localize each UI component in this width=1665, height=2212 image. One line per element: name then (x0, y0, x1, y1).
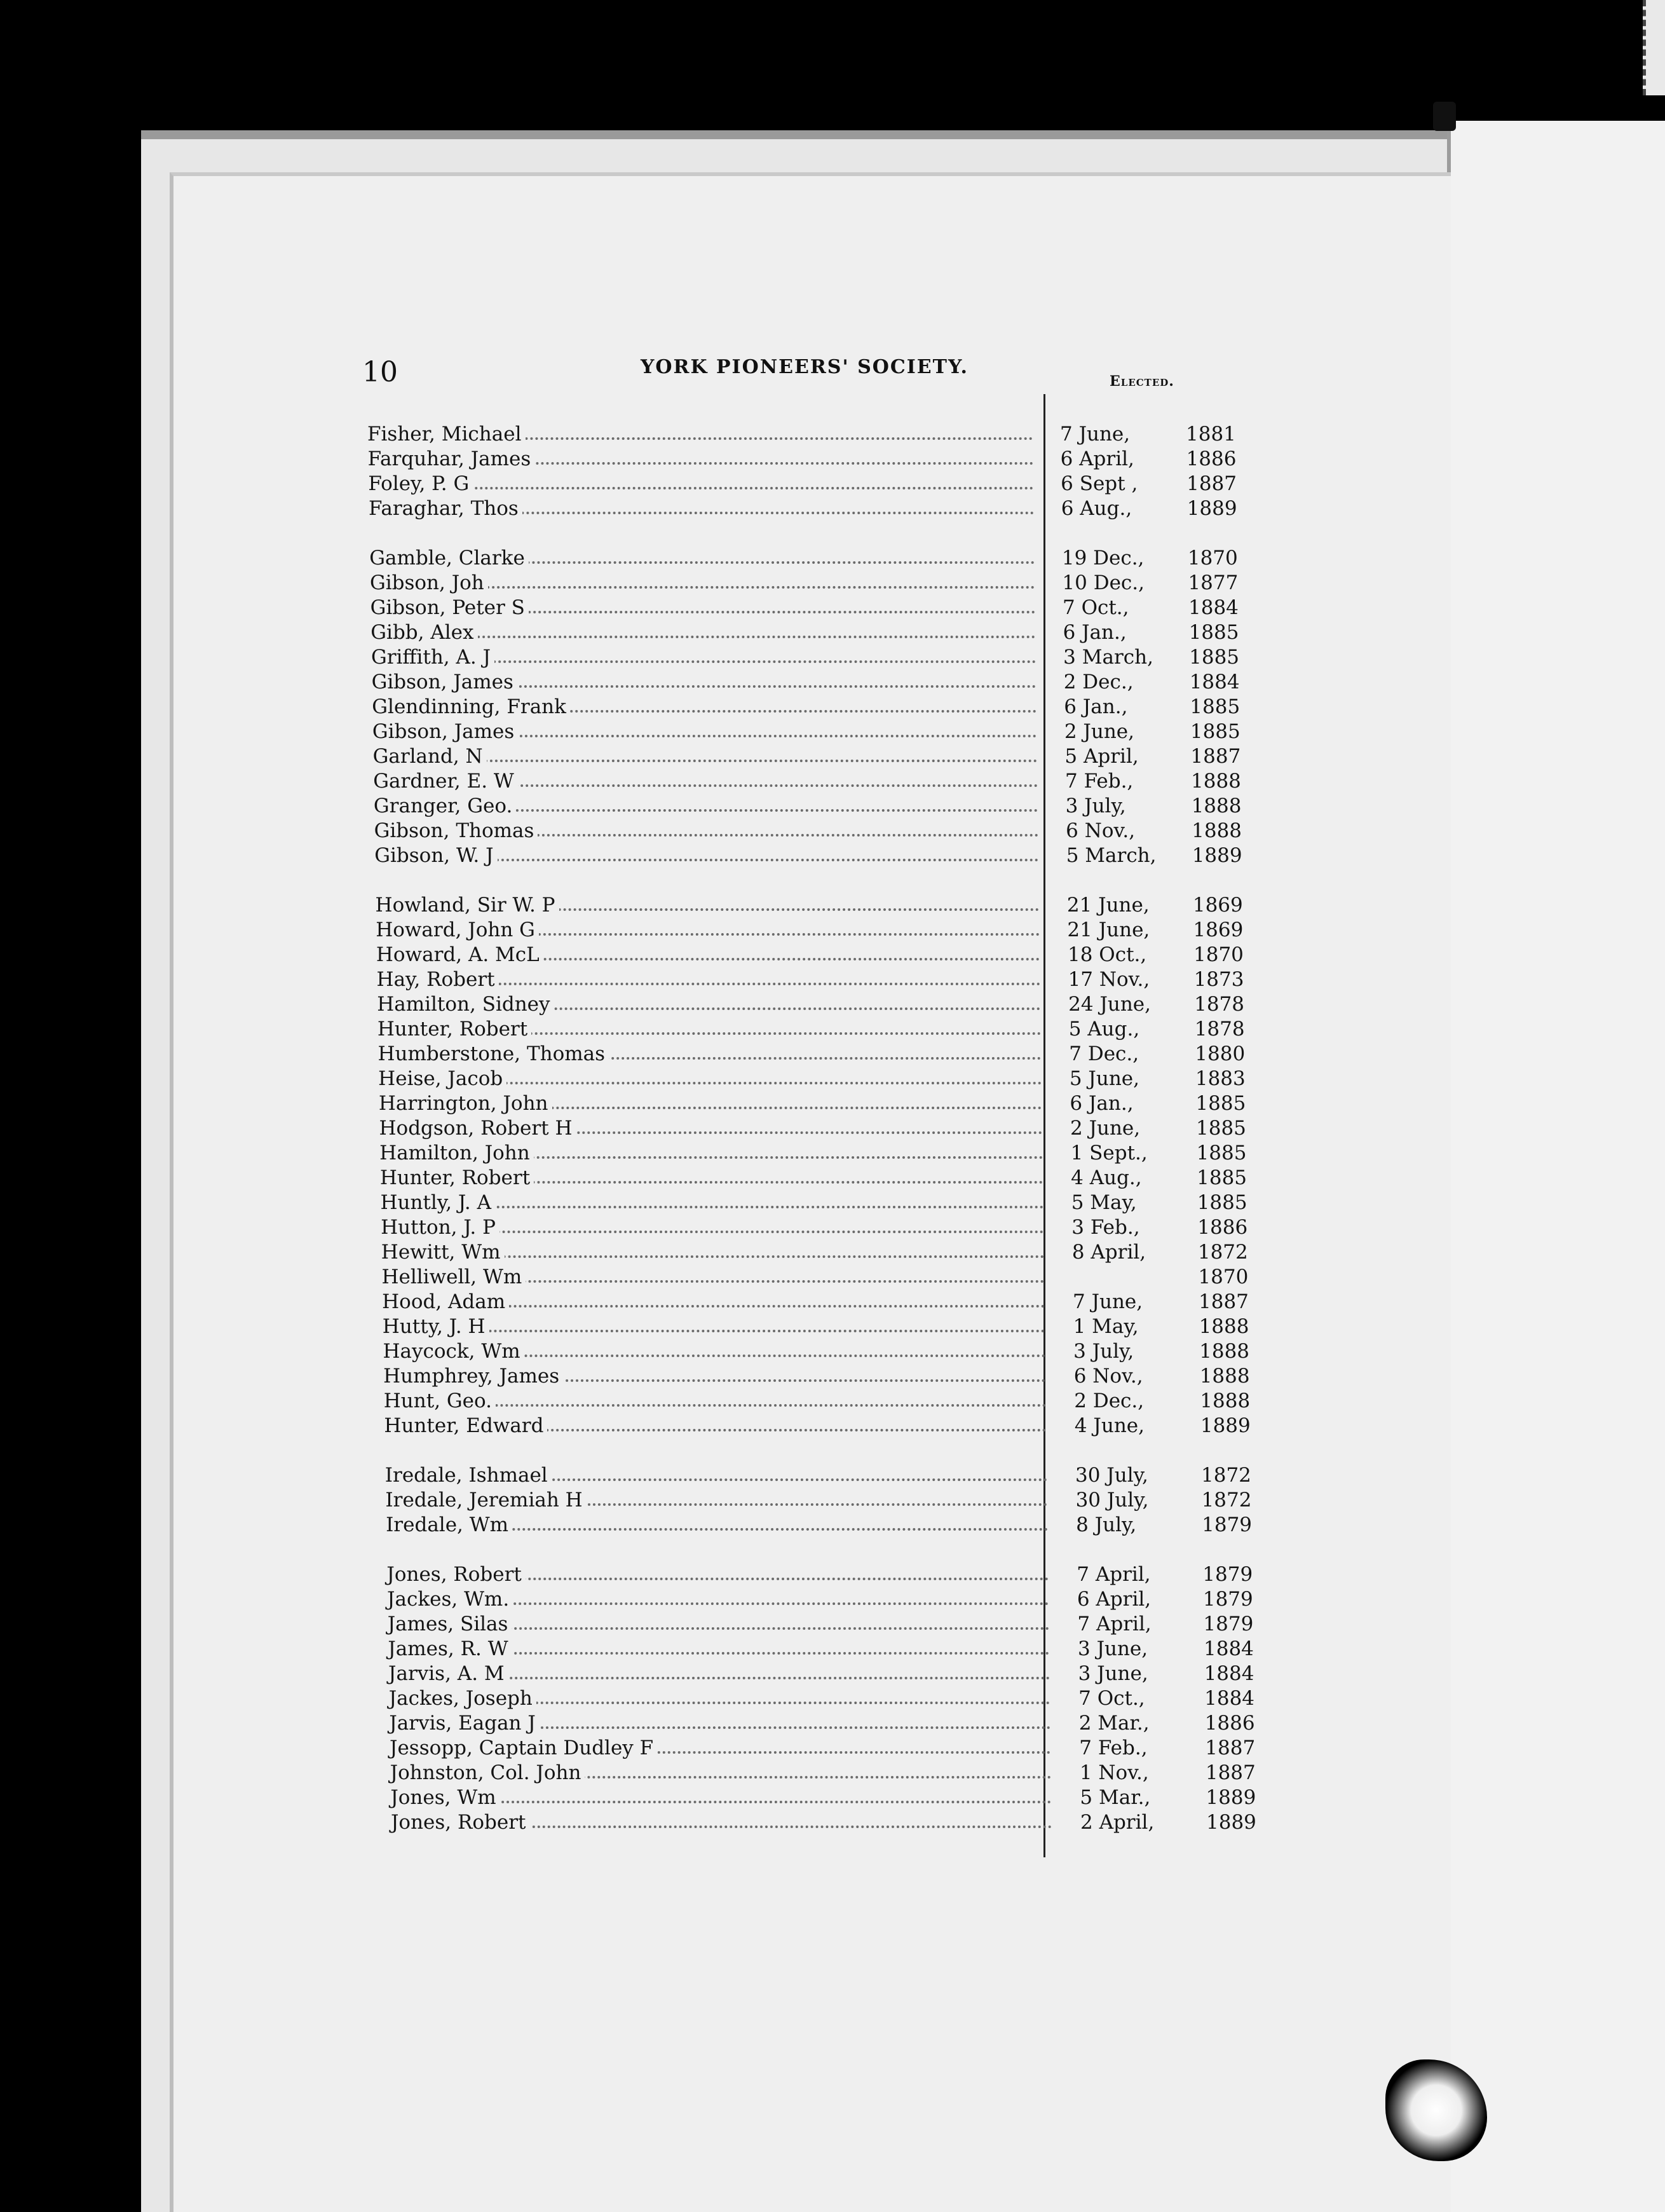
member-name: Farquhar, James (368, 447, 535, 470)
election-date (1073, 1340, 1264, 1363)
election-year: 1885 (1196, 1117, 1246, 1140)
member-entry (377, 968, 1040, 991)
member-entry (389, 1687, 1050, 1710)
election-date (1069, 1042, 1260, 1065)
election-date (1077, 1588, 1268, 1611)
member-name: Jessopp, Captain Dudley F (390, 1737, 657, 1759)
election-year: 1869 (1193, 918, 1244, 941)
election-day-month: 3 June, (1078, 1662, 1148, 1685)
election-date (1060, 423, 1251, 446)
member-entry (369, 547, 1034, 570)
election-day-month: 21 June, (1067, 918, 1150, 941)
election-year: 1881 (1186, 423, 1236, 446)
member-name: Howland, Sir W. P (376, 894, 559, 917)
member-entry (373, 745, 1037, 768)
election-day-month: 2 Mar., (1078, 1712, 1150, 1735)
member-name: Gibson, W. J (374, 844, 497, 867)
member-name: Gamble, Clarke (369, 547, 529, 570)
election-date (1067, 918, 1258, 941)
election-date (1077, 1613, 1268, 1635)
election-date (1075, 1464, 1266, 1487)
election-year: 1885 (1189, 646, 1240, 669)
election-year: 1887 (1190, 745, 1241, 768)
election-day-month: 2 June, (1070, 1117, 1141, 1140)
election-day-month: 7 Oct., (1078, 1687, 1145, 1710)
election-year: 1888 (1191, 795, 1242, 817)
member-entry (374, 819, 1038, 842)
election-date (1071, 1216, 1262, 1239)
member-entry (370, 621, 1035, 644)
election-date (1071, 1191, 1262, 1214)
election-date (1064, 695, 1254, 718)
election-year: 1885 (1188, 621, 1239, 644)
election-date (1061, 497, 1252, 520)
election-year: 1877 (1188, 571, 1239, 594)
election-date (1063, 621, 1254, 644)
election-date (1062, 547, 1253, 570)
member-name: Jarvis, Eagan J (389, 1712, 539, 1735)
election-day-month: 5 March, (1066, 844, 1157, 867)
election-day-month: 4 Aug., (1071, 1166, 1142, 1189)
member-entry (373, 770, 1037, 793)
member-name: Jones, Robert (391, 1811, 530, 1834)
election-year: 1888 (1192, 819, 1242, 842)
election-day-month: 3 Feb., (1071, 1216, 1140, 1239)
election-year: 1879 (1202, 1563, 1253, 1586)
member-entry (389, 1712, 1050, 1735)
election-day-month: 3 June, (1078, 1637, 1148, 1660)
member-name: Gibson, James (372, 671, 517, 693)
member-name: Faraghar, Thos (369, 497, 522, 520)
election-date (1061, 472, 1251, 495)
member-name: Johnston, Col. John (390, 1761, 585, 1784)
election-year: 1888 (1200, 1389, 1251, 1412)
election-date (1077, 1563, 1267, 1586)
election-day-month: 6 Nov., (1073, 1365, 1143, 1388)
member-entry (390, 1737, 1050, 1759)
election-year: 1884 (1204, 1662, 1254, 1685)
member-name: Hunter, Robert (380, 1166, 534, 1189)
member-name: Gibson, Peter S (370, 596, 529, 619)
election-date (1076, 1513, 1267, 1536)
member-entry (380, 1166, 1043, 1189)
member-entry (377, 993, 1040, 1016)
election-year: 1885 (1195, 1092, 1246, 1115)
member-entry (379, 1092, 1042, 1115)
running-head: YORK PIONEERS' SOCIETY. (641, 356, 968, 378)
election-date (1068, 943, 1258, 966)
election-date (1065, 770, 1256, 793)
election-year: 1888 (1199, 1340, 1250, 1363)
election-day-month: 8 April, (1071, 1241, 1146, 1264)
election-year: 1872 (1197, 1241, 1248, 1264)
election-date (1071, 1166, 1261, 1189)
member-entry (374, 844, 1038, 867)
election-date (1078, 1662, 1269, 1685)
election-year: 1887 (1205, 1737, 1256, 1759)
election-date (1070, 1067, 1260, 1090)
election-day-month: 2 April, (1080, 1811, 1155, 1834)
election-date (1068, 968, 1259, 991)
member-entry (383, 1365, 1045, 1388)
member-entry (367, 423, 1033, 446)
member-name: Howard, John G (376, 918, 539, 941)
member-entry (384, 1414, 1046, 1437)
election-date (1080, 1811, 1271, 1834)
member-name: Humphrey, James (383, 1365, 563, 1388)
member-name: Jackes, Wm. (387, 1588, 513, 1611)
member-name: Hunter, Robert (377, 1018, 531, 1041)
election-year: 1884 (1188, 596, 1239, 619)
election-date (1067, 894, 1258, 917)
page-number: 10 (362, 356, 398, 388)
election-year: 1879 (1202, 1513, 1253, 1536)
member-entry (391, 1811, 1052, 1834)
election-day-month: 17 Nov., (1068, 968, 1150, 991)
election-day-month: 7 June, (1073, 1290, 1143, 1313)
election-day-month: 5 June, (1069, 1067, 1139, 1090)
election-day-month: 7 April, (1077, 1563, 1151, 1586)
member-entry (385, 1464, 1047, 1487)
member-entry (388, 1613, 1049, 1635)
member-name: Hodgson, Robert H (379, 1117, 576, 1140)
member-entry (382, 1290, 1045, 1313)
member-entry (369, 497, 1034, 520)
election-date (1075, 1414, 1265, 1437)
election-date (1078, 1687, 1269, 1710)
election-date (1073, 1315, 1264, 1338)
election-date (1063, 596, 1253, 619)
election-day-month: 7 Feb., (1065, 770, 1134, 793)
election-year: 1886 (1197, 1216, 1248, 1239)
member-entry (368, 447, 1033, 470)
election-date (1071, 1142, 1261, 1164)
member-name: Hewitt, Wm (381, 1241, 505, 1264)
election-year: 1887 (1205, 1761, 1256, 1784)
member-name: Hunt, Geo. (384, 1389, 496, 1412)
election-day-month: 18 Oct., (1068, 943, 1147, 966)
member-entry (376, 894, 1040, 917)
member-name: Iredale, Ishmael (385, 1464, 552, 1487)
member-entry (381, 1216, 1043, 1239)
election-year: 1889 (1200, 1414, 1251, 1437)
member-entry (387, 1588, 1049, 1611)
election-year: 1870 (1198, 1266, 1249, 1288)
election-day-month: 5 April, (1064, 745, 1139, 768)
member-name: Griffith, A. J (371, 646, 494, 669)
member-name: Helliwell, Wm (381, 1266, 526, 1288)
election-date (1070, 1092, 1260, 1115)
election-date (1069, 1018, 1260, 1041)
member-name: Glendinning, Frank (372, 695, 570, 718)
member-entry (372, 695, 1036, 718)
election-year: 1884 (1204, 1687, 1255, 1710)
member-name: Humberstone, Thomas (378, 1042, 609, 1065)
election-year: 1885 (1196, 1142, 1247, 1164)
member-entry (384, 1389, 1046, 1412)
election-day-month: 6 Aug., (1061, 497, 1132, 520)
member-entry (381, 1266, 1044, 1288)
member-entry (385, 1489, 1047, 1512)
election-date (1074, 1389, 1265, 1412)
member-name: James, Silas (388, 1613, 512, 1635)
election-year: 1872 (1201, 1489, 1252, 1512)
member-name: Hutton, J. P (381, 1216, 500, 1239)
election-year: 1888 (1191, 770, 1241, 793)
election-year: 1880 (1195, 1042, 1246, 1065)
election-day-month: 2 June, (1064, 720, 1134, 743)
member-entry (378, 1042, 1042, 1065)
election-day-month: 6 April, (1060, 447, 1134, 470)
member-name: Granger, Geo. (374, 795, 516, 817)
member-entry (383, 1340, 1045, 1363)
election-date (1068, 993, 1259, 1016)
member-entry (376, 943, 1040, 966)
election-year: 1873 (1193, 968, 1244, 991)
election-year: 1884 (1204, 1637, 1254, 1660)
member-entry (370, 571, 1035, 594)
election-day-month: 8 July, (1076, 1513, 1137, 1536)
election-year: 1872 (1201, 1464, 1251, 1487)
member-entry (386, 1513, 1048, 1536)
election-day-month: 24 June, (1068, 993, 1151, 1016)
member-name: Gibson, James (372, 720, 518, 743)
election-date (1074, 1365, 1265, 1388)
member-name: Jones, Wm (390, 1786, 500, 1809)
member-name: Hood, Adam (382, 1290, 509, 1313)
election-year: 1886 (1204, 1712, 1255, 1735)
election-day-month: 4 June, (1074, 1414, 1145, 1437)
election-day-month: 5 Mar., (1080, 1786, 1151, 1809)
election-year: 1870 (1187, 547, 1238, 570)
member-name: Hamilton, John (379, 1142, 534, 1164)
member-entry (390, 1786, 1051, 1809)
member-name: Howard, A. McL (376, 943, 543, 966)
member-entry (372, 671, 1036, 693)
election-year: 1885 (1197, 1191, 1247, 1214)
election-year: 1889 (1206, 1811, 1256, 1834)
election-date (1061, 447, 1251, 470)
election-day-month: 7 Dec., (1069, 1042, 1139, 1065)
election-day-month: 19 Dec., (1061, 547, 1145, 570)
election-day-month: 30 July, (1075, 1489, 1149, 1512)
member-name: Heise, Jacob (378, 1067, 506, 1090)
member-entry (372, 720, 1037, 743)
election-day-month: 7 June, (1060, 423, 1131, 446)
election-day-month: 6 Jan., (1064, 695, 1128, 718)
election-date (1079, 1712, 1270, 1735)
member-name: Jarvis, A. M (388, 1662, 508, 1685)
member-entry (376, 918, 1040, 941)
member-entry (374, 795, 1038, 817)
election-year: 1879 (1202, 1588, 1253, 1611)
election-year: 1889 (1192, 844, 1242, 867)
election-year: 1886 (1186, 447, 1237, 470)
member-name: Gardner, E. W (373, 770, 518, 793)
election-date (1064, 745, 1255, 768)
election-date (1066, 844, 1257, 867)
member-entry (379, 1117, 1043, 1140)
election-date (1078, 1637, 1268, 1660)
election-date (1062, 571, 1253, 594)
member-entry (371, 646, 1036, 669)
member-entry (379, 1142, 1042, 1164)
member-entry (377, 1018, 1041, 1041)
election-day-month: 7 Feb., (1079, 1737, 1148, 1759)
election-day-month: 5 Aug., (1068, 1018, 1140, 1041)
election-year: 1884 (1189, 671, 1240, 693)
election-year: 1885 (1197, 1166, 1247, 1189)
election-date (1063, 646, 1254, 669)
election-year: 1878 (1194, 1018, 1245, 1041)
member-name: James, R. W (388, 1637, 512, 1660)
election-day-month: 6 Jan., (1063, 621, 1127, 644)
election-date (1066, 819, 1256, 842)
member-name: Garland, N (373, 745, 487, 768)
member-entry (370, 596, 1035, 619)
election-date (1080, 1761, 1270, 1784)
member-entry (380, 1191, 1043, 1214)
election-date (1066, 795, 1256, 817)
election-date (1064, 671, 1254, 693)
election-date (1073, 1290, 1263, 1313)
election-day-month: 7 April, (1077, 1613, 1152, 1635)
member-name: Harrington, John (379, 1092, 552, 1115)
member-entry (368, 472, 1033, 495)
member-entry (390, 1761, 1051, 1784)
election-year: 1885 (1190, 695, 1240, 718)
election-day-month: 6 April, (1077, 1588, 1152, 1611)
election-day-month: 7 Oct., (1063, 596, 1129, 619)
election-day-month: 2 Dec., (1063, 671, 1134, 693)
election-year: 1883 (1195, 1067, 1246, 1090)
member-name: Hunter, Edward (384, 1414, 547, 1437)
member-entry (386, 1563, 1048, 1586)
member-name: Haycock, Wm (383, 1340, 524, 1363)
election-date (1072, 1266, 1263, 1288)
member-entry (378, 1067, 1042, 1090)
election-day-month: 6 Sept , (1061, 472, 1138, 495)
election-date (1064, 720, 1255, 743)
election-day-month: 30 July, (1075, 1464, 1148, 1487)
member-entry (388, 1637, 1049, 1660)
election-day-month: 1 Sept., (1070, 1142, 1148, 1164)
member-name: Gibb, Alex (370, 621, 477, 644)
election-day-month: 21 June, (1066, 894, 1150, 917)
member-name: Hutty, J. H (383, 1315, 489, 1338)
member-name: Foley, P. G (368, 472, 473, 495)
election-date (1076, 1489, 1267, 1512)
election-day-month: 3 July, (1073, 1340, 1134, 1363)
member-name: Jackes, Joseph (389, 1687, 536, 1710)
election-year: 1887 (1186, 472, 1237, 495)
member-name: Gibson, Thomas (374, 819, 538, 842)
member-name: Iredale, Wm (386, 1513, 512, 1536)
election-year: 1879 (1203, 1613, 1254, 1635)
member-name: Jones, Robert (386, 1563, 526, 1586)
election-day-month: 10 Dec., (1062, 571, 1145, 594)
member-name: Hay, Robert (377, 968, 499, 991)
election-date (1070, 1117, 1261, 1140)
member-name: Hamilton, Sidney (377, 993, 554, 1016)
election-year: 1885 (1190, 720, 1240, 743)
member-name: Iredale, Jeremiah H (385, 1489, 586, 1512)
election-year: 1887 (1199, 1290, 1249, 1313)
election-day-month: 6 Jan., (1070, 1092, 1134, 1115)
member-name: Fisher, Michael (367, 423, 526, 446)
member-entry (383, 1315, 1045, 1338)
election-year: 1889 (1206, 1786, 1256, 1809)
election-year: 1878 (1194, 993, 1245, 1016)
member-name: Huntly, J. A (380, 1191, 495, 1214)
election-day-month: 5 May, (1071, 1191, 1137, 1214)
member-name: Gibson, Joh (370, 571, 488, 594)
election-day-month: 2 Dec., (1074, 1389, 1145, 1412)
election-year: 1869 (1192, 894, 1243, 917)
election-day-month: 3 March, (1063, 646, 1153, 669)
election-year: 1888 (1199, 1315, 1249, 1338)
election-year: 1888 (1199, 1365, 1250, 1388)
election-day-month: 1 May, (1073, 1315, 1139, 1338)
elected-column-heading: Elected. (1110, 373, 1174, 390)
member-entry (381, 1241, 1044, 1264)
election-day-month: 3 July, (1065, 795, 1126, 817)
election-date (1079, 1737, 1270, 1759)
election-year: 1889 (1186, 497, 1237, 520)
election-year: 1870 (1193, 943, 1244, 966)
election-day-month: 6 Nov., (1066, 819, 1136, 842)
election-date (1072, 1241, 1263, 1264)
election-date (1080, 1786, 1270, 1809)
member-entry (388, 1662, 1050, 1685)
election-day-month: 1 Nov., (1079, 1761, 1149, 1784)
